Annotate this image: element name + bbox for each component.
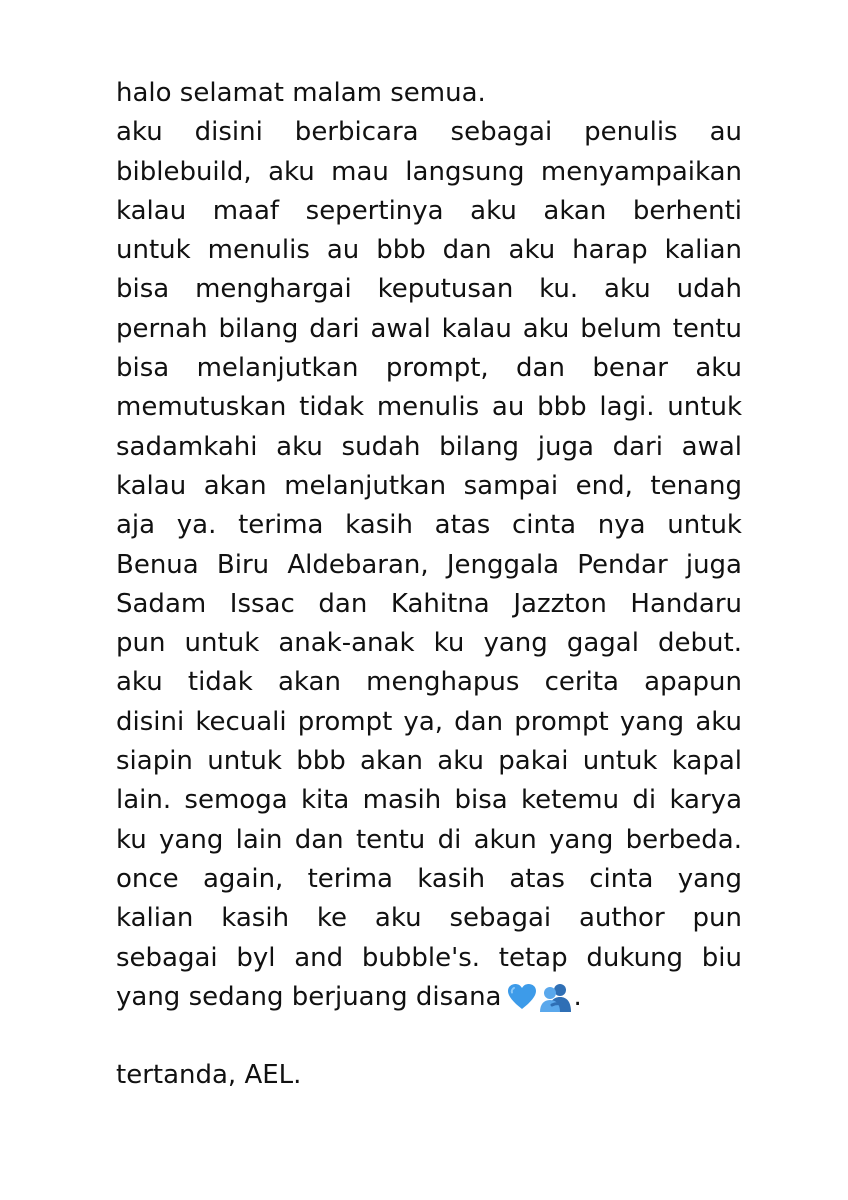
body-line: disini kecuali prompt ya, dan prompt yang aku xyxy=(116,706,742,737)
people-hugging-icon xyxy=(539,982,573,1012)
body-line: Benua Biru Aldebaran, Jenggala Pendar juga xyxy=(116,549,742,580)
body-line: lain. semoga kita masih bisa ketemu di karya xyxy=(116,785,742,816)
closing-line xyxy=(116,978,742,1017)
body-line: sadamkahi aku sudah bilang juga dari awal xyxy=(116,431,742,462)
body-line: sebagai byl and bubble's. tetap dukung biu xyxy=(116,942,742,973)
closing-text: yang sedang berjuang disana xyxy=(116,981,502,1012)
body-line: aku tidak akan menghapus cerita apapun xyxy=(116,667,742,698)
closing-period: . xyxy=(573,981,582,1012)
body-line: bisa menghargai keputusan ku. aku udah xyxy=(116,274,742,305)
body-line: ku yang lain dan tentu di akun yang berbeda. xyxy=(116,824,742,855)
body-line: kalau maaf sepertinya aku akan berhenti xyxy=(116,195,742,226)
body-line: kalian kasih ke aku sebagai author pun xyxy=(116,903,742,934)
blank-line xyxy=(116,1017,742,1056)
body-line: memutuskan tidak menulis au bbb lagi. untuk xyxy=(116,392,742,423)
letter-body xyxy=(116,74,742,1096)
signature: tertanda, AEL. xyxy=(116,1060,302,1091)
body-line: once again, terima kasih atas cinta yang xyxy=(116,863,742,894)
blue-heart-icon xyxy=(507,983,537,1011)
greeting-line: halo selamat malam semua. xyxy=(116,78,486,108)
body-line: aja ya. terima kasih atas cinta nya untuk xyxy=(116,510,742,541)
body-line: biblebuild, aku mau langsung menyampaikan xyxy=(116,156,742,187)
body-line: bisa melanjutkan prompt, dan benar aku xyxy=(116,353,742,384)
body-line: pernah bilang dari awal kalau aku belum tentu xyxy=(116,313,742,344)
body-line: siapin untuk bbb akan aku pakai untuk kapal xyxy=(116,746,742,777)
body-line: pun untuk anak-anak ku yang gagal debut. xyxy=(116,628,742,659)
body-line: untuk menulis au bbb dan aku harap kalian xyxy=(116,235,742,266)
body-line: aku disini berbicara sebagai penulis au xyxy=(116,117,742,148)
body-line: Sadam Issac dan Kahitna Jazzton Handaru xyxy=(116,588,742,619)
body-line: kalau akan melanjutkan sampai end, tenang xyxy=(116,470,742,501)
